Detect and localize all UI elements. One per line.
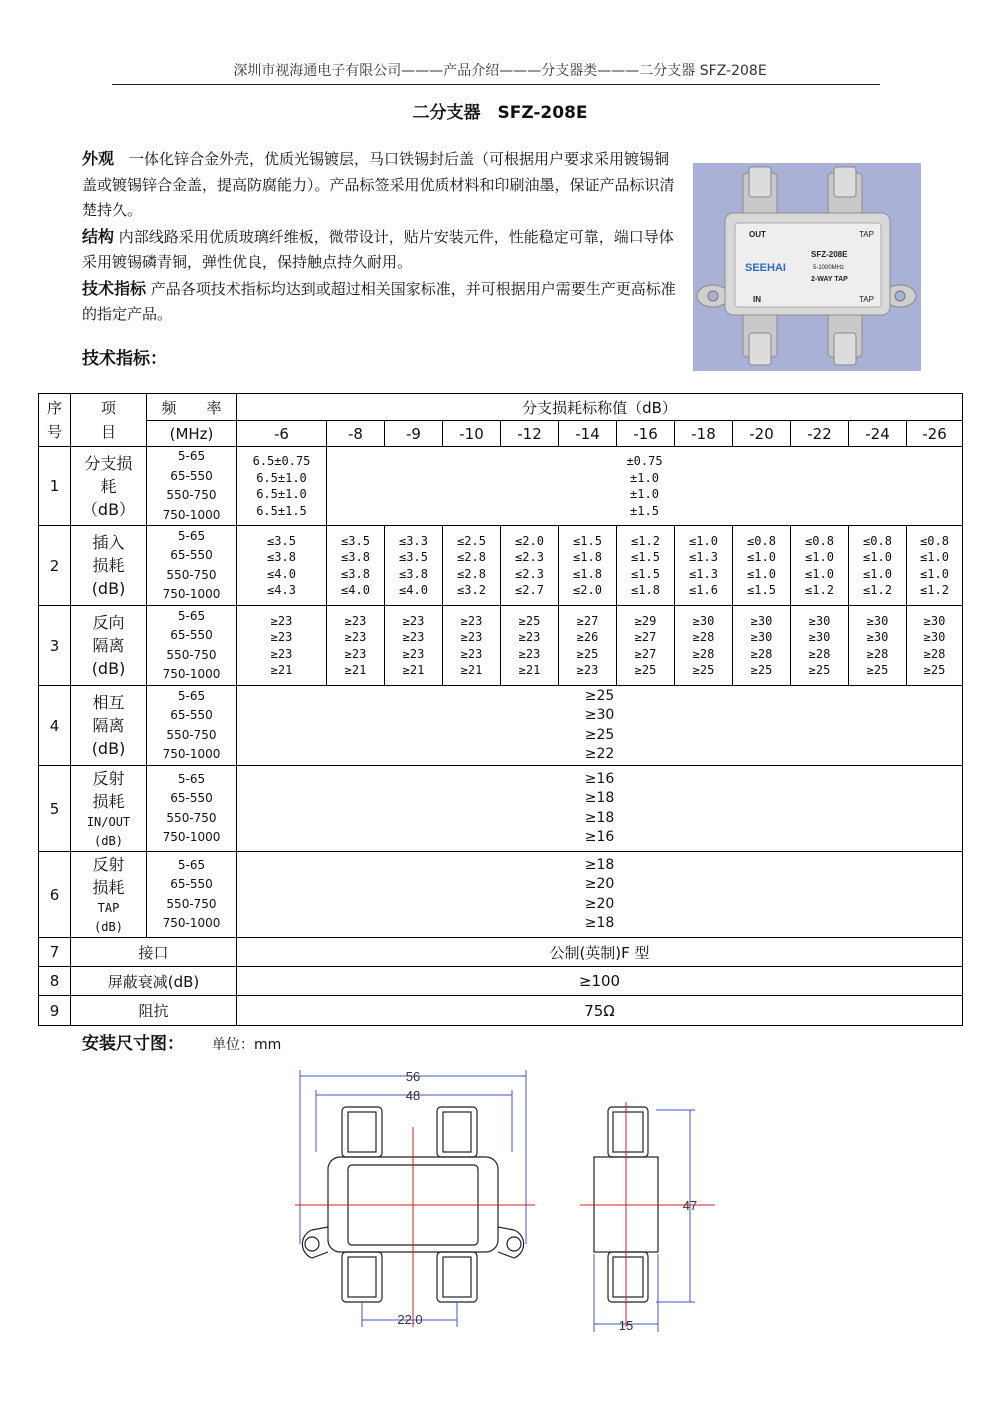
r8-value: ≥100 xyxy=(237,967,963,996)
row-no: 3 xyxy=(39,606,71,686)
value-line: ≥18 xyxy=(584,809,615,826)
value-line: ≥25 xyxy=(750,663,773,677)
item-line: 插入 xyxy=(92,533,125,552)
row-item xyxy=(71,686,147,766)
value-line: ≤2.3 xyxy=(515,550,544,564)
item-line: 耗 xyxy=(100,476,117,496)
value-line: ≤1.3 xyxy=(689,550,718,564)
value-line: ≤2.7 xyxy=(515,583,544,597)
freq-band: 65-550 xyxy=(170,548,213,562)
value-line: ≤1.0 xyxy=(863,550,892,564)
value-line: ±1.0 xyxy=(630,470,659,485)
value-line: ≥23 xyxy=(518,630,541,644)
value-line: ≥16 xyxy=(584,829,615,845)
item-line: 反射 xyxy=(92,854,125,874)
value-line: ≥21 xyxy=(518,663,541,677)
value-line: ≥23 xyxy=(344,613,367,628)
value-line: ≥30 xyxy=(584,707,615,723)
r3-col--24 xyxy=(849,606,907,686)
value-line: ≥28 xyxy=(692,646,715,661)
column-header: -6 xyxy=(237,421,327,447)
value-line: ≤2.0 xyxy=(573,583,602,597)
row-no: 7 xyxy=(39,938,71,967)
value-line: ≤2.5 xyxy=(457,533,486,548)
value-line: ≤3.5 xyxy=(341,533,370,548)
r2-col--20 xyxy=(733,526,791,606)
row-no: 2 xyxy=(39,526,71,606)
value-line: ≥25 xyxy=(518,613,541,628)
freq-band: 5-65 xyxy=(177,528,206,543)
row-no: 6 xyxy=(39,852,71,938)
spec-table xyxy=(38,393,963,1026)
item-line: 损耗 xyxy=(92,556,125,575)
header-item xyxy=(71,394,147,447)
column-header: -24 xyxy=(849,421,907,447)
row-no: 9 xyxy=(39,996,71,1026)
brand-logo: SEEHAI xyxy=(745,262,786,274)
intro-body: 一体化锌合金外壳，优质光锡镀层，马口铁锡封后盖（可根据用户要求采用镀锡铜盖或镀锡锌合金盖，提高防腐能力）。产品标签采用优质材料和印刷油墨，保证产品标识清楚持久。 xyxy=(82,150,675,219)
dim-15-label: 15 xyxy=(618,1318,634,1333)
row-item: 阻抗 xyxy=(71,996,237,1026)
intro-structure xyxy=(82,224,682,276)
value-line: ≥28 xyxy=(808,646,831,661)
product-photo xyxy=(693,163,921,371)
column-header: -8 xyxy=(327,421,385,447)
item-sub-line: (dB) xyxy=(94,833,123,848)
r2-col--14 xyxy=(559,526,617,606)
value-line: ≥25 xyxy=(634,663,657,677)
value-line: ≥25 xyxy=(808,663,831,677)
row-item: 接口 xyxy=(71,938,237,967)
value-line: ≥20 xyxy=(584,876,615,892)
value-line: ≥23 xyxy=(576,663,599,677)
value-line: ≤3.8 xyxy=(341,550,370,564)
value-line: ≤1.0 xyxy=(920,566,949,581)
r3-col--20 xyxy=(733,606,791,686)
row-item xyxy=(71,852,147,938)
freq-band: 5-65 xyxy=(177,857,206,872)
row-no: 1 xyxy=(39,447,71,526)
intro-appearance xyxy=(82,146,682,224)
column-header: -22 xyxy=(791,421,849,447)
row-no: 4 xyxy=(39,686,71,766)
value-line: ≥22 xyxy=(584,746,615,762)
value-line: ±0.75 xyxy=(626,454,663,468)
intro-label: 结构 xyxy=(82,226,115,246)
value-line: ≤1.0 xyxy=(747,550,776,564)
value-line: ≤4.0 xyxy=(267,566,296,581)
item-line: 隔离 xyxy=(92,636,125,655)
value-line: ≤1.0 xyxy=(920,550,949,564)
value-line: ≤1.5 xyxy=(631,550,660,564)
value-line: ≥30 xyxy=(808,613,831,628)
value-line: ≥21 xyxy=(270,663,293,677)
r3-col--14 xyxy=(559,606,617,686)
value-line: ≤2.8 xyxy=(457,566,486,581)
value-line: ≥30 xyxy=(808,630,831,644)
dim-56-label: 56 xyxy=(405,1069,421,1084)
value-line: ≤3.2 xyxy=(457,583,486,597)
value-line: ≤1.2 xyxy=(863,583,892,597)
column-header: -10 xyxy=(443,421,501,447)
label-out: OUT xyxy=(749,230,766,239)
r4-values xyxy=(237,686,963,766)
intro-specs xyxy=(82,276,682,328)
r2-col--12 xyxy=(501,526,559,606)
value-line: ≥29 xyxy=(634,613,657,628)
document-title: 二分支器 SFZ-208E xyxy=(412,103,588,123)
r5-values xyxy=(237,766,963,852)
freq-band: 750-1000 xyxy=(162,916,221,930)
item-line: 隔离 xyxy=(92,716,125,735)
value-line: ≥30 xyxy=(692,613,715,628)
r3-col--18 xyxy=(675,606,733,686)
value-line: ≥25 xyxy=(576,646,599,661)
r2-col--26 xyxy=(907,526,963,606)
value-line: ≥30 xyxy=(866,630,889,644)
freq-band: 550-750 xyxy=(166,567,217,582)
r1-rest xyxy=(327,447,963,526)
freq-band: 550-750 xyxy=(166,810,217,825)
value-line: ±1.0 xyxy=(630,487,659,501)
value-line: ≤1.0 xyxy=(747,566,776,581)
value-line: ≥23 xyxy=(344,646,367,661)
r3-col--9 xyxy=(385,606,443,686)
value-line: ≤3.5 xyxy=(267,533,296,548)
value-line: ≥18 xyxy=(584,856,615,873)
r3-col--8 xyxy=(327,606,385,686)
value-line: ≤1.2 xyxy=(920,583,949,597)
value-line: ≤3.5 xyxy=(399,550,428,564)
value-line: ≥23 xyxy=(460,646,483,661)
freq-band: 65-550 xyxy=(170,628,213,642)
value-line: ≤0.8 xyxy=(805,533,834,548)
row-item xyxy=(71,606,147,686)
value-line: ≥23 xyxy=(270,646,293,661)
value-line: ≥25 xyxy=(692,663,715,677)
column-header: -18 xyxy=(675,421,733,447)
freq-bands xyxy=(147,686,237,766)
value-line: ≥30 xyxy=(866,613,889,628)
value-line: ≤1.0 xyxy=(805,566,834,581)
r2-col--24 xyxy=(849,526,907,606)
column-header: -26 xyxy=(907,421,963,447)
value-line: ≥25 xyxy=(866,663,889,677)
value-line: ≤3.8 xyxy=(399,566,428,581)
freq-bands xyxy=(147,447,237,526)
item-line: 反向 xyxy=(92,613,125,632)
item-line: 损耗 xyxy=(92,877,125,897)
value-line: ≥25 xyxy=(584,726,615,743)
r3-col--12 xyxy=(501,606,559,686)
item-sub-line: IN/OUT xyxy=(86,814,131,829)
r3-col--10 xyxy=(443,606,501,686)
value-line: ≤0.8 xyxy=(747,533,776,548)
dimension-drawing xyxy=(290,1062,730,1342)
r1-col-6 xyxy=(237,447,327,526)
freq-bands xyxy=(147,606,237,686)
freq-band: 750-1000 xyxy=(162,507,221,522)
item-line: （dB） xyxy=(81,499,136,519)
value-line: 6.5±1.0 xyxy=(256,487,307,501)
value-line: ≥23 xyxy=(344,630,367,644)
dim-22-label: 22.0 xyxy=(397,1312,423,1327)
value-line: ≥21 xyxy=(402,663,425,677)
r2-col--22 xyxy=(791,526,849,606)
value-line: ±1.5 xyxy=(630,503,659,518)
value-line: ≥23 xyxy=(518,646,541,661)
row-no: 5 xyxy=(39,766,71,852)
value-line: ≥23 xyxy=(402,646,425,661)
freq-bands xyxy=(147,526,237,606)
column-header: -20 xyxy=(733,421,791,447)
page-header: 深圳市视海通电子有限公司———产品介绍———分支器类———二分支器 SFZ-208E xyxy=(233,63,767,79)
value-line: ≥28 xyxy=(923,646,946,661)
freq-band: 5-65 xyxy=(177,608,206,623)
value-line: ≤1.0 xyxy=(805,550,834,564)
row-item xyxy=(71,766,147,852)
intro-label: 外观 xyxy=(82,149,115,168)
freq-band: 750-1000 xyxy=(162,747,221,761)
freq-band: 750-1000 xyxy=(162,667,221,681)
freq-bands xyxy=(147,766,237,852)
freq-band: 550-750 xyxy=(166,896,217,911)
r3-col--6 xyxy=(237,606,327,686)
value-line: ≥25 xyxy=(584,687,615,704)
value-line: ≥23 xyxy=(460,613,483,628)
row-item xyxy=(71,526,147,606)
header-nominal: 分支损耗标称值（dB） xyxy=(237,394,963,421)
value-line: ≤1.8 xyxy=(573,566,602,581)
r2-col--6 xyxy=(237,526,327,606)
value-line: ≥23 xyxy=(402,630,425,644)
label-in: IN xyxy=(753,295,761,304)
value-line: ≤4.0 xyxy=(341,583,370,597)
install-section-title xyxy=(82,1029,281,1054)
header-freq-unit: (MHz) xyxy=(147,421,237,447)
r2-col--10 xyxy=(443,526,501,606)
value-line: ≤2.8 xyxy=(457,550,486,564)
spec-section-title: 技术指标： xyxy=(82,349,167,369)
value-line: ≤1.6 xyxy=(689,583,718,597)
value-line: ≤1.5 xyxy=(631,566,660,581)
value-line: ≥23 xyxy=(270,630,293,644)
value-line: ≥30 xyxy=(923,630,946,644)
install-unit: 单位：mm xyxy=(212,1037,282,1053)
value-line: ≥30 xyxy=(750,613,773,628)
r2-col--18 xyxy=(675,526,733,606)
r3-col--22 xyxy=(791,606,849,686)
value-line: ≥27 xyxy=(634,646,657,661)
value-line: ≥21 xyxy=(344,663,367,677)
dim-47-label: 47 xyxy=(682,1198,698,1213)
header-item-text: 项目 xyxy=(100,399,116,441)
intro-body: 产品各项技术指标均达到或超过相关国家标准，并可根据用户需要生产更高标准的指定产品。 xyxy=(82,279,676,323)
item-sub-line: (dB) xyxy=(94,919,123,934)
value-line: ≥20 xyxy=(584,895,615,912)
column-header: -9 xyxy=(385,421,443,447)
value-line: ≤3.3 xyxy=(399,533,428,548)
value-line: ≤0.8 xyxy=(863,533,892,548)
freq-band: 5-65 xyxy=(177,688,206,703)
value-line: ≤1.5 xyxy=(573,533,602,548)
value-line: ≤1.8 xyxy=(631,583,660,597)
column-header: -12 xyxy=(501,421,559,447)
value-line: ≥18 xyxy=(584,790,615,806)
r2-col--9 xyxy=(385,526,443,606)
header-no xyxy=(39,394,71,447)
label-model: SFZ-208E xyxy=(811,250,848,259)
item-line: (dB) xyxy=(91,659,126,678)
intro-text xyxy=(82,146,682,328)
header-no-text: 序号 xyxy=(46,399,62,441)
freq-band: 550-750 xyxy=(166,488,217,502)
value-line: ≤1.8 xyxy=(573,550,602,564)
header-freq: 频 率 xyxy=(147,394,237,421)
value-line: ≤1.5 xyxy=(747,583,776,597)
item-line: 分支损 xyxy=(84,453,133,473)
item-line: 反射 xyxy=(92,768,125,788)
r6-values xyxy=(237,852,963,938)
label-tap-bottom: TAP xyxy=(859,295,874,304)
value-line: ≤3.8 xyxy=(267,550,296,564)
r9-value: 75Ω xyxy=(237,996,963,1026)
dim-48-label: 48 xyxy=(405,1088,421,1103)
value-line: ≤2.0 xyxy=(515,533,544,548)
freq-band: 65-550 xyxy=(170,791,213,805)
value-line: ≥27 xyxy=(576,613,599,628)
value-line: ≥16 xyxy=(584,770,615,787)
value-line: 6.5±1.5 xyxy=(256,503,307,518)
freq-band: 550-750 xyxy=(166,727,217,742)
r7-value: 公制(英制)F 型 xyxy=(237,938,963,967)
item-sub-line: TAP xyxy=(97,900,120,915)
intro-body: 内部线路采用优质玻璃纤维板，微带设计，贴片安装元件，性能稳定可靠，端口导体采用镀锡磷青铜，弹性优良，保持触点持久耐用。 xyxy=(82,227,674,271)
row-item: 屏蔽衰减(dB) xyxy=(71,967,237,996)
r3-col--26 xyxy=(907,606,963,686)
value-line: 6.5±1.0 xyxy=(256,470,307,485)
freq-band: 65-550 xyxy=(170,468,213,483)
label-type: 2-WAY TAP xyxy=(811,276,848,283)
label-tap-top: TAP xyxy=(859,230,874,239)
freq-band: 65-550 xyxy=(170,708,213,722)
install-title: 安装尺寸图： xyxy=(82,1034,184,1054)
item-line: 损耗 xyxy=(92,791,125,811)
value-line: ≥25 xyxy=(923,663,946,677)
value-line: ≤1.0 xyxy=(689,533,718,548)
item-line: (dB) xyxy=(91,739,126,758)
freq-band: 5-65 xyxy=(177,771,206,786)
column-header: -14 xyxy=(559,421,617,447)
value-line: ≥23 xyxy=(270,613,293,628)
value-line: ≥23 xyxy=(402,613,425,628)
value-line: ≥30 xyxy=(923,613,946,628)
value-line: ≥23 xyxy=(460,630,483,644)
r2-col--8 xyxy=(327,526,385,606)
value-line: ≥18 xyxy=(584,915,615,931)
value-line: ≤2.3 xyxy=(515,566,544,581)
item-line: 相互 xyxy=(92,693,125,712)
r2-col--16 xyxy=(617,526,675,606)
value-line: ≥30 xyxy=(750,630,773,644)
freq-band: 750-1000 xyxy=(162,830,221,844)
value-line: ≥27 xyxy=(634,630,657,644)
value-line: ≥21 xyxy=(460,663,483,677)
item-line: (dB) xyxy=(91,579,126,598)
intro-label: 技术指标 xyxy=(82,278,147,298)
value-line: ≤0.8 xyxy=(920,533,949,548)
value-line: ≥28 xyxy=(866,646,889,661)
column-header: -16 xyxy=(617,421,675,447)
value-line: ≤1.3 xyxy=(689,566,718,581)
value-line: ≤1.0 xyxy=(863,566,892,581)
value-line: ≤3.8 xyxy=(341,566,370,581)
row-item xyxy=(71,447,147,526)
value-line: ≤1.2 xyxy=(631,533,660,548)
value-line: ≤4.3 xyxy=(267,583,296,597)
label-freq: 5-1000MHz xyxy=(813,265,845,271)
row-no: 8 xyxy=(39,967,71,996)
freq-band: 550-750 xyxy=(166,647,217,662)
value-line: ≥26 xyxy=(576,630,599,644)
freq-bands xyxy=(147,852,237,938)
r3-col--16 xyxy=(617,606,675,686)
value-line: ≥28 xyxy=(750,646,773,661)
freq-band: 65-550 xyxy=(170,877,213,891)
header-divider xyxy=(112,84,880,85)
value-line: ≤1.2 xyxy=(805,583,834,597)
value-line: 6.5±0.75 xyxy=(252,454,311,468)
freq-band: 750-1000 xyxy=(162,587,221,601)
value-line: ≤4.0 xyxy=(399,583,428,597)
freq-band: 5-65 xyxy=(177,449,206,463)
value-line: ≥28 xyxy=(692,630,715,644)
